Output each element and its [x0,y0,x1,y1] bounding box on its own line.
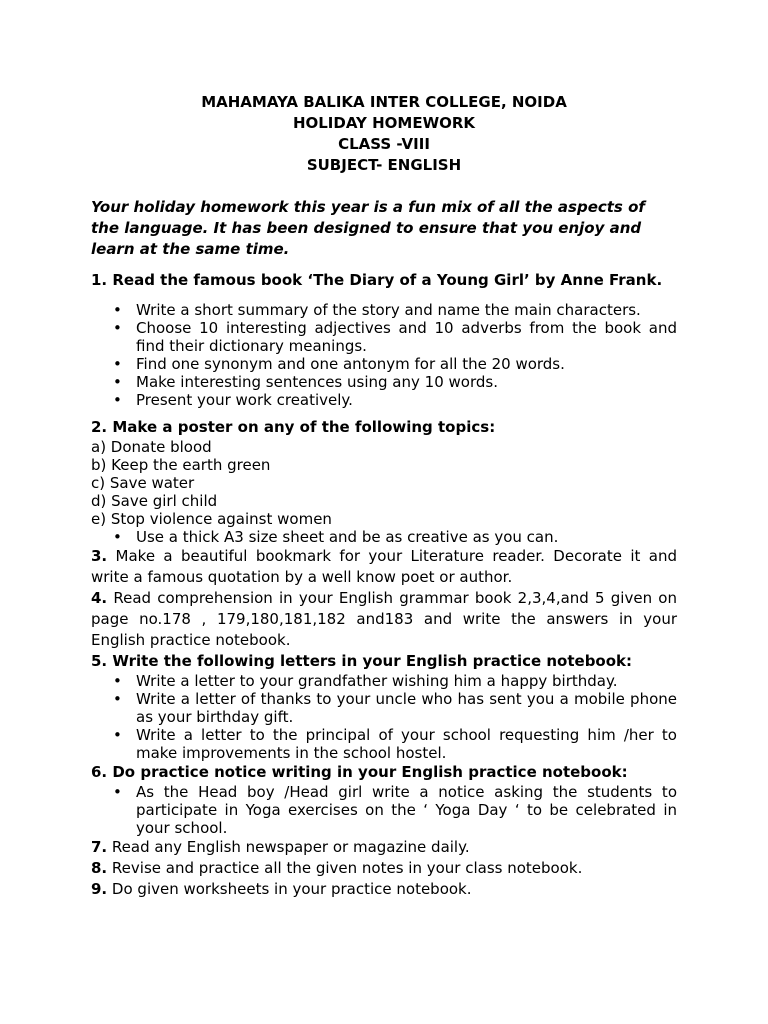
task-4-text: Read comprehension in your English grammar book 2,3,4,and 5 given on page no.178 , 179,180,181,182 and183 and write the answers in your English practice notebook. [91,589,677,649]
topic-item: c) Save water [91,474,195,492]
task-6-heading: 6. Do practice notice writing in your English practice notebook: [91,763,628,781]
list-item: • Make interesting sentences using any 10 words. [91,373,677,391]
task-4-number: 4. [91,589,108,607]
document-title: HOLIDAY HOMEWORK [292,114,476,132]
intro-paragraph: Your holiday homework this year is a fun mix of all the aspects of the language. It has been designed to ensure that you enjoy and learn at the same time. [91,198,645,258]
task-7-paragraph [91,837,677,858]
list-item: • Use a thick A3 size sheet and be as creative as you can. [91,528,677,546]
task-3-number: 3. [91,547,108,565]
list-item: • Write a short summary of the story and name the main characters. [91,301,677,319]
class-label: CLASS -VIII [338,135,430,153]
task-2-list [91,528,677,546]
task-8-number: 8. [91,859,108,877]
task-7-text: Read any English newspaper or magazine daily. [111,838,470,856]
task-9-paragraph [91,879,677,900]
task-3-text: Make a beautiful bookmark for your Literature reader. Decorate it and write a famous quotation by a well know poet or author. [91,547,677,586]
list-item: • Find one synonym and one antonym for all the 20 words. [91,355,677,373]
document-page [91,92,677,900]
task-7-number: 7. [91,838,108,856]
task-9-text: Do given worksheets in your practice notebook. [111,880,472,898]
document-header [91,92,677,176]
task-9-number: 9. [91,880,108,898]
task-1-heading: 1. Read the famous book ‘The Diary of a Young Girl’ by Anne Frank. [91,271,663,289]
topic-item: e) Stop violence against women [91,510,332,528]
task-5-heading: 5. Write the following letters in your English practice notebook: [91,652,633,670]
task-3-paragraph [91,546,677,588]
subject-label: SUBJECT- ENGLISH [306,156,462,174]
task-8-text: Revise and practice all the given notes in your class notebook. [111,859,583,877]
topic-item: b) Keep the earth green [91,456,271,474]
task-6-list [91,783,677,837]
list-item: • Write a letter to your grandfather wishing him a happy birthday. [91,672,677,690]
school-name: MAHAMAYA BALIKA INTER COLLEGE, NOIDA [201,93,567,111]
list-item: • Choose 10 interesting adjectives and 10 adverbs from the book and find their dictionary meanings. [91,319,677,355]
task-2-topics [91,438,677,528]
task-5-list [91,672,677,762]
task-8-paragraph [91,858,677,879]
topic-item: a) Donate blood [91,438,212,456]
task-2-heading: 2. Make a poster on any of the following topics: [91,418,496,436]
list-item: • As the Head boy /Head girl write a notice asking the students to participate in Yoga exercises on the ‘ Yoga Day ‘ to be celebrated in your school. [91,783,677,837]
task-4-paragraph [91,588,677,651]
list-item: • Write a letter to the principal of your school requesting him /her to make improvements in the school hostel. [91,726,677,762]
list-item: • Write a letter of thanks to your uncle who has sent you a mobile phone as your birthday gift. [91,690,677,726]
task-1-list [91,301,677,409]
list-item: • Present your work creatively. [91,391,677,409]
topic-item: d) Save girl child [91,492,218,510]
